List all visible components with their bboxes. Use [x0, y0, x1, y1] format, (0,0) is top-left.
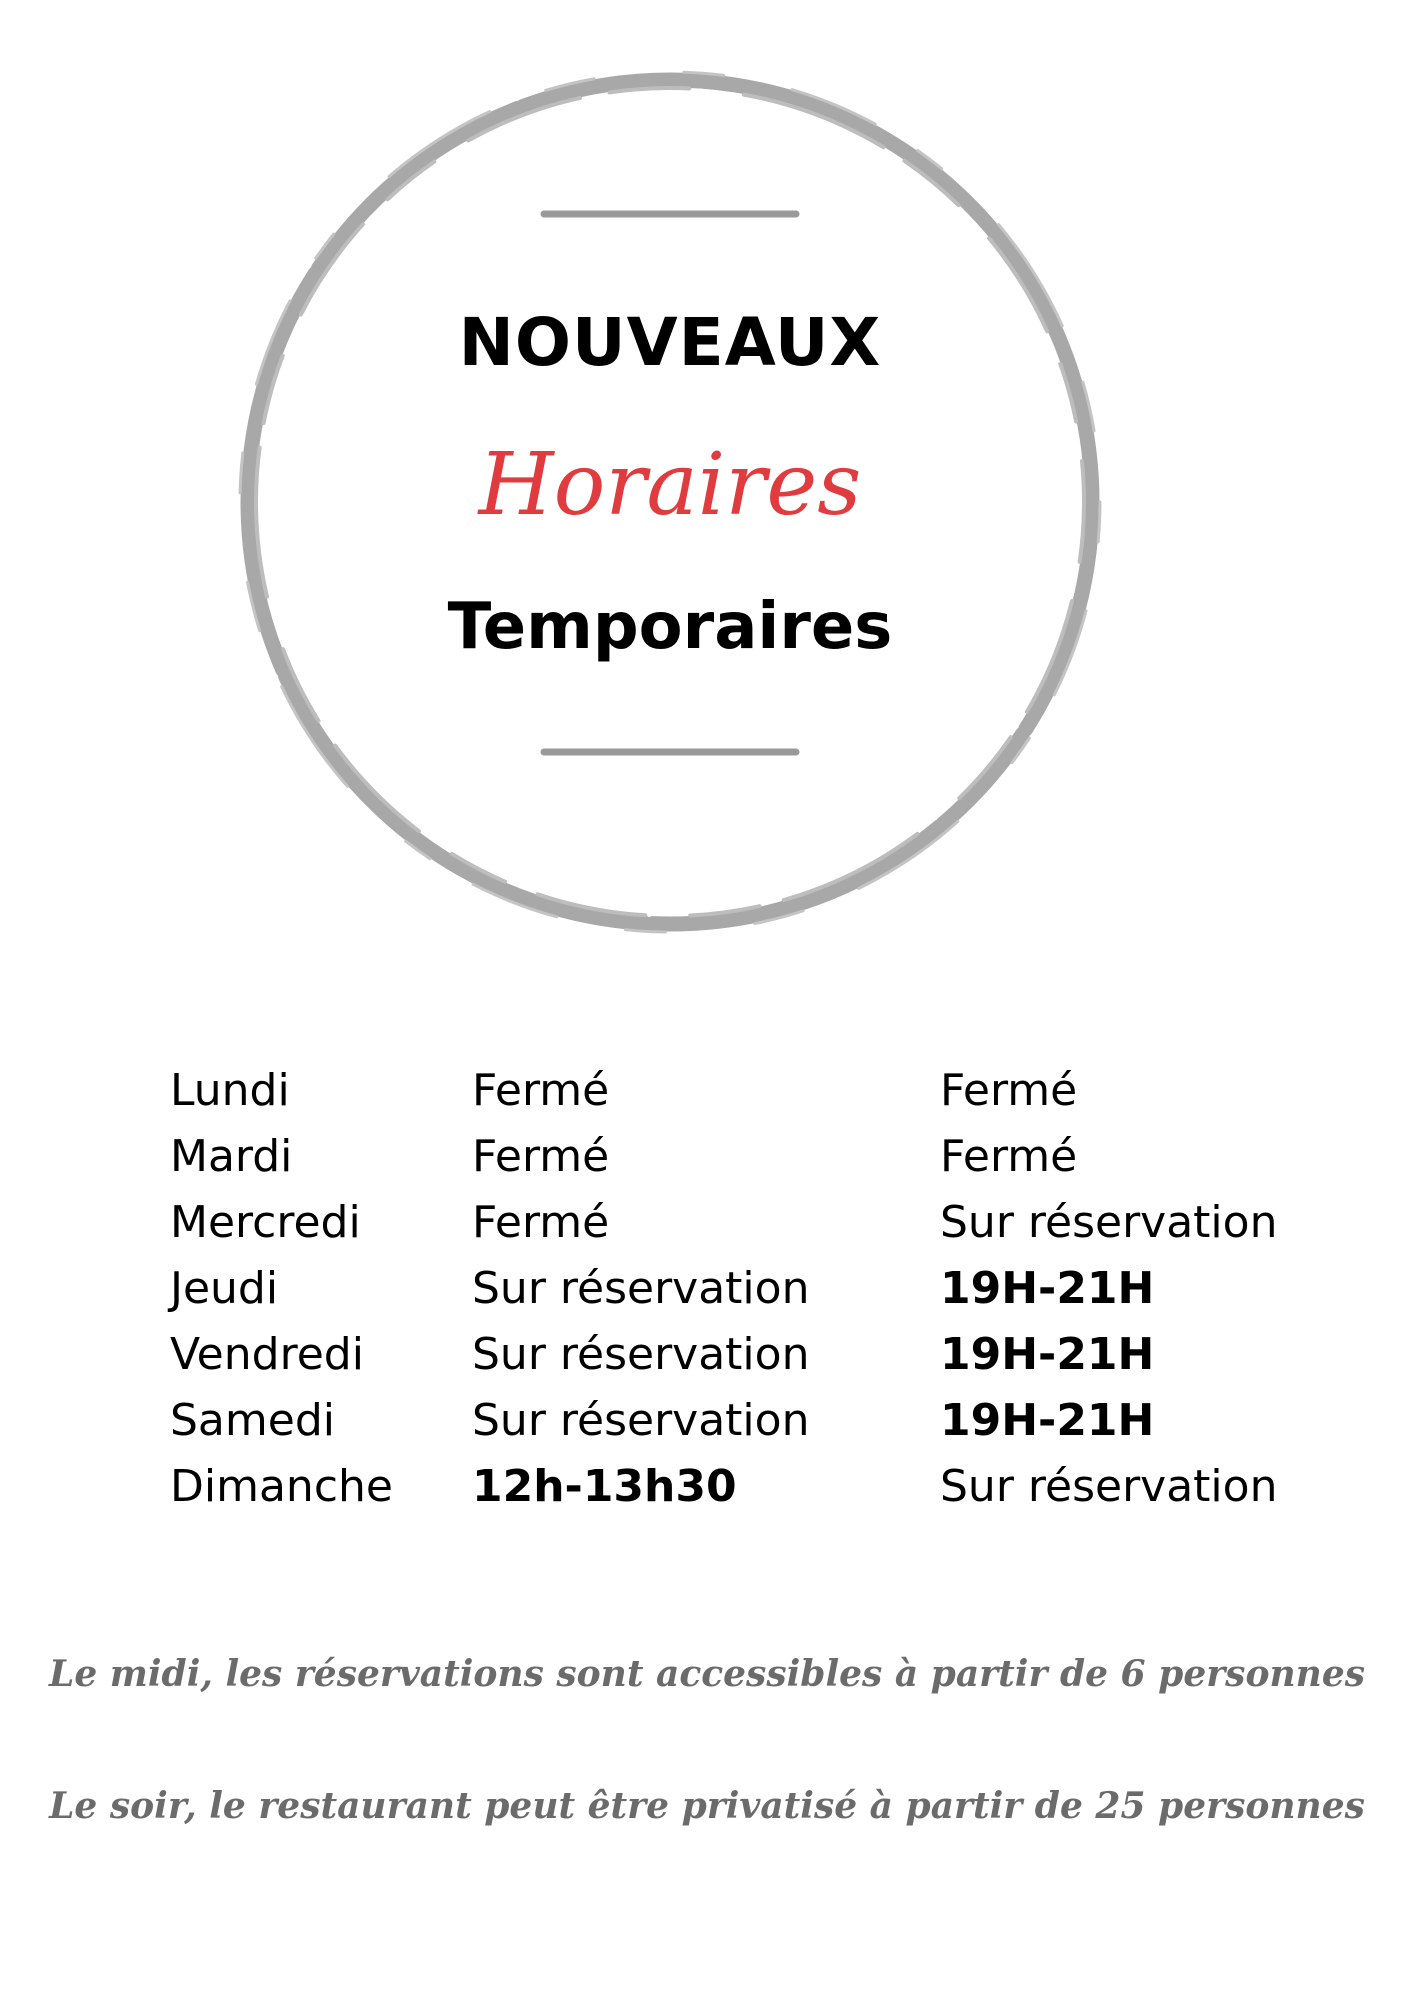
- day-label: Mercredi: [170, 1197, 361, 1248]
- evening-hours: 19H-21H: [940, 1329, 1155, 1380]
- day-label: Lundi: [170, 1065, 290, 1116]
- day-label: Mardi: [170, 1131, 293, 1182]
- noon-hours: 12h-13h30: [472, 1461, 737, 1512]
- note-midi: Le midi, les réservations sont accessibles à partir de 6 personnes: [49, 1653, 1365, 1695]
- noon-hours: Fermé: [472, 1131, 610, 1182]
- noon-hours: Sur réservation: [472, 1329, 810, 1380]
- day-label: Jeudi: [170, 1263, 279, 1314]
- noon-hours: Sur réservation: [472, 1395, 810, 1446]
- day-label: Dimanche: [170, 1461, 393, 1512]
- title-temporaires: Temporaires: [447, 590, 893, 664]
- title-nouveaux: NOUVEAUX: [458, 304, 882, 381]
- note-soir: Le soir, le restaurant peut être privatisé à partir de 25 personnes: [49, 1785, 1365, 1827]
- evening-hours: 19H-21H: [940, 1395, 1155, 1446]
- title-horaires: Horaires: [478, 435, 862, 535]
- day-label: Samedi: [170, 1395, 335, 1446]
- noon-hours: Sur réservation: [472, 1263, 810, 1314]
- evening-hours: Sur réservation: [940, 1461, 1278, 1512]
- evening-hours: Fermé: [940, 1131, 1078, 1182]
- noon-hours: Fermé: [472, 1065, 610, 1116]
- evening-hours: Sur réservation: [940, 1197, 1278, 1248]
- evening-hours: 19H-21H: [940, 1263, 1155, 1314]
- noon-hours: Fermé: [472, 1197, 610, 1248]
- evening-hours: Fermé: [940, 1065, 1078, 1116]
- day-label: Vendredi: [170, 1329, 364, 1380]
